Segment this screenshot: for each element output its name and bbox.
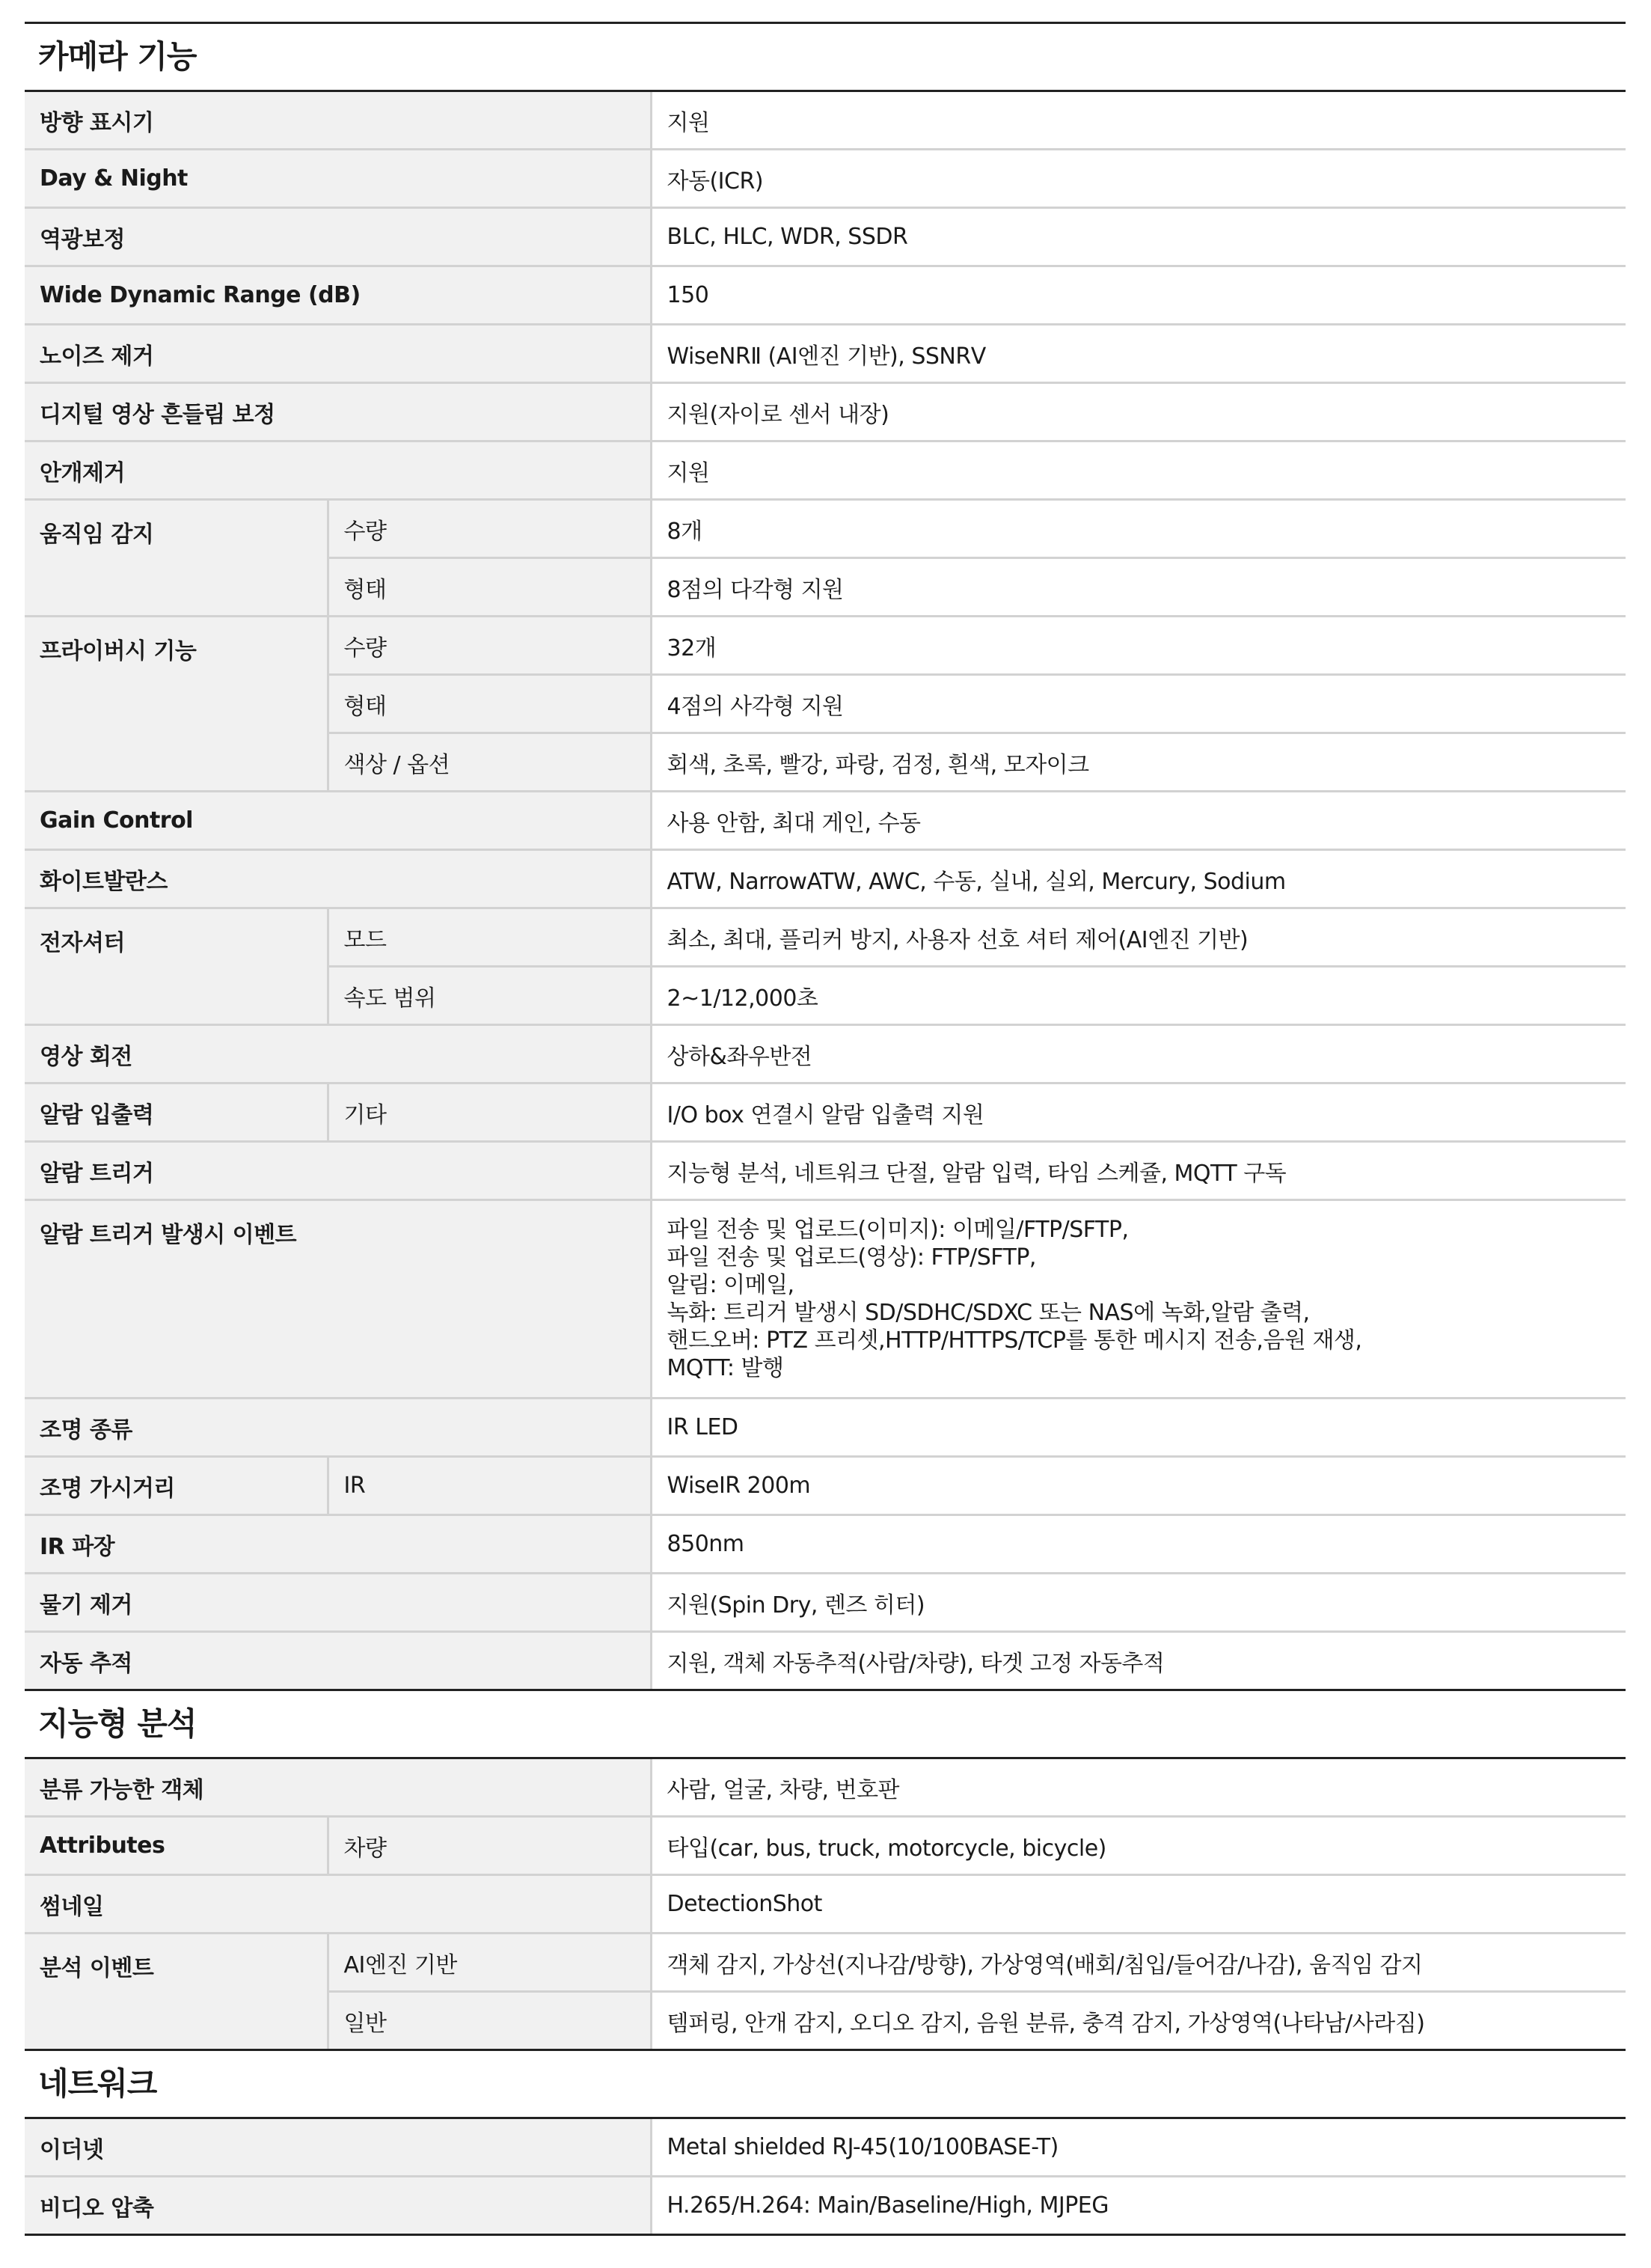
spec-value: 850nm <box>651 1515 1626 1574</box>
table-row <box>25 1574 1626 1632</box>
spec-value: 지원(Spin Dry, 렌즈 히터) <box>651 1574 1626 1632</box>
spec-label: 알람 입출력 <box>25 1083 328 1142</box>
spec-value: 150 <box>651 266 1626 325</box>
table-row <box>25 1142 1626 1200</box>
spec-label: 역광보정 <box>25 208 651 266</box>
spec-sub-label: 형태 <box>328 675 651 733</box>
spec-label: 알람 트리거 발생시 이벤트 <box>25 1200 651 1399</box>
spec-value: IR LED <box>651 1399 1626 1457</box>
spec-label: 분석 이벤트 <box>25 1934 328 2050</box>
spec-value: 지원(자이로 센서 내장) <box>651 383 1626 441</box>
table-row <box>25 1515 1626 1574</box>
table-row <box>25 1399 1626 1457</box>
spec-table <box>25 1759 1626 2051</box>
table-row <box>25 1083 1626 1142</box>
spec-value-line: 녹화: 트리거 발생시 SD/SDHC/SDXC 또는 NAS에 녹화,알람 출력, <box>667 1300 1310 1326</box>
spec-value-line: 파일 전송 및 업로드(이미지): 이메일/FTP/SFTP, <box>667 1217 1129 1243</box>
spec-value: 지원, 객체 자동추적(사람/차량), 타겟 고정 자동추적 <box>651 1632 1626 1690</box>
spec-sub-label: 속도 범위 <box>328 967 651 1025</box>
spec-value: ATW, NarrowATW, AWC, 수동, 실내, 실외, Mercury, Sodium <box>651 850 1626 908</box>
spec-label: 방향 표시기 <box>25 92 651 150</box>
spec-label: 조명 종류 <box>25 1399 651 1457</box>
spec-value: 4점의 사각형 지원 <box>651 675 1626 733</box>
spec-value: H.265/H.264: Main/Baseline/High, MJPEG <box>651 2177 1626 2235</box>
spec-value-line: 핸드오버: PTZ 프리셋,HTTP/HTTPS/TCP를 통한 메시지 전송,음원 재생, <box>667 1327 1362 1354</box>
table-row <box>25 266 1626 325</box>
spec-value: 2~1/12,000초 <box>651 967 1626 1025</box>
spec-sub-label: 수량 <box>328 500 651 558</box>
spec-label: 프라이버시 기능 <box>25 617 328 792</box>
table-row <box>25 617 1626 675</box>
spec-value: 지능형 분석, 네트워크 단절, 알람 입력, 타임 스케쥴, MQTT 구독 <box>651 1142 1626 1200</box>
spec-value-line: MQTT: 발행 <box>667 1355 784 1381</box>
spec-value: Metal shielded RJ-45(10/100BASE-T) <box>651 2119 1626 2177</box>
table-row <box>25 1817 1626 1875</box>
spec-value: 지원 <box>651 441 1626 500</box>
table-row <box>25 2177 1626 2235</box>
spec-label: 분류 가능한 객체 <box>25 1759 651 1817</box>
spec-value: WiseNRⅡ (AI엔진 기반), SSNRⅤ <box>651 325 1626 383</box>
spec-sub-label: AI엔진 기반 <box>328 1934 651 1992</box>
spec-value: 최소, 최대, 플리커 방지, 사용자 선호 셔터 제어(AI엔진 기반) <box>651 908 1626 967</box>
spec-value: BLC, HLC, WDR, SSDR <box>651 208 1626 266</box>
section-title: 지능형 분석 <box>25 1691 1626 1759</box>
spec-value: 사람, 얼굴, 차량, 번호판 <box>651 1759 1626 1817</box>
table-row <box>25 792 1626 850</box>
spec-value: 8개 <box>651 500 1626 558</box>
table-row <box>25 208 1626 266</box>
table-row <box>25 383 1626 441</box>
spec-label: 조명 가시거리 <box>25 1457 328 1515</box>
spec-sub-label: 기타 <box>328 1083 651 1142</box>
spec-label: 썸네일 <box>25 1875 651 1934</box>
spec-sub-label: 모드 <box>328 908 651 967</box>
spec-sub-label: 형태 <box>328 558 651 617</box>
table-row <box>25 92 1626 150</box>
spec-value-line: 알림: 이메일, <box>667 1272 794 1298</box>
spec-label: Wide Dynamic Range (dB) <box>25 266 651 325</box>
spec-table <box>25 2119 1626 2236</box>
table-row <box>25 2119 1626 2177</box>
spec-value: 지원 <box>651 92 1626 150</box>
spec-value <box>651 1200 1626 1399</box>
spec-value: 타입(car, bus, truck, motorcycle, bicycle) <box>651 1817 1626 1875</box>
table-row <box>25 1875 1626 1934</box>
spec-label: Day & Night <box>25 150 651 208</box>
table-row <box>25 441 1626 500</box>
spec-label: 자동 추적 <box>25 1632 651 1690</box>
spec-value: 템퍼링, 안개 감지, 오디오 감지, 음원 분류, 충격 감지, 가상영역(나타남/사라짐) <box>651 1992 1626 2050</box>
spec-value-line: 파일 전송 및 업로드(영상): FTP/SFTP, <box>667 1244 1036 1271</box>
spec-sub-label: 수량 <box>328 617 651 675</box>
spec-value: 객체 감지, 가상선(지나감/방향), 가상영역(배회/침입/들어감/나감), 움직임 감지 <box>651 1934 1626 1992</box>
spec-sheet <box>25 22 1626 2236</box>
spec-label: 물기 제거 <box>25 1574 651 1632</box>
spec-label: Attributes <box>25 1817 328 1875</box>
spec-label: 화이트발란스 <box>25 850 651 908</box>
table-row <box>25 1200 1626 1399</box>
section-title: 카메라 기능 <box>25 24 1626 92</box>
spec-label: Gain Control <box>25 792 651 850</box>
spec-label: 노이즈 제거 <box>25 325 651 383</box>
spec-value: I/O box 연결시 알람 입출력 지원 <box>651 1083 1626 1142</box>
table-row <box>25 850 1626 908</box>
spec-sub-label: 차량 <box>328 1817 651 1875</box>
spec-label: 이더넷 <box>25 2119 651 2177</box>
spec-label: 움직임 감지 <box>25 500 328 617</box>
spec-label: IR 파장 <box>25 1515 651 1574</box>
table-row <box>25 325 1626 383</box>
section-title: 네트워크 <box>25 2051 1626 2119</box>
spec-sub-label: IR <box>328 1457 651 1515</box>
spec-table <box>25 92 1626 1691</box>
spec-value: 32개 <box>651 617 1626 675</box>
spec-value: WiseIR 200m <box>651 1457 1626 1515</box>
spec-label: 전자셔터 <box>25 908 328 1025</box>
spec-value: DetectionShot <box>651 1875 1626 1934</box>
table-row <box>25 1632 1626 1690</box>
spec-value: 회색, 초록, 빨강, 파랑, 검정, 흰색, 모자이크 <box>651 733 1626 792</box>
spec-label: 비디오 압축 <box>25 2177 651 2235</box>
table-row <box>25 908 1626 967</box>
spec-sub-label: 색상 / 옵션 <box>328 733 651 792</box>
spec-label: 안개제거 <box>25 441 651 500</box>
spec-value: 자동(ICR) <box>651 150 1626 208</box>
table-row <box>25 150 1626 208</box>
table-row <box>25 1759 1626 1817</box>
spec-label: 디지털 영상 흔들림 보정 <box>25 383 651 441</box>
table-row <box>25 500 1626 558</box>
table-row <box>25 1934 1626 1992</box>
spec-sub-label: 일반 <box>328 1992 651 2050</box>
spec-value: 상하&좌우반전 <box>651 1025 1626 1083</box>
spec-value: 8점의 다각형 지원 <box>651 558 1626 617</box>
spec-label: 영상 회전 <box>25 1025 651 1083</box>
spec-value: 사용 안함, 최대 게인, 수동 <box>651 792 1626 850</box>
spec-label: 알람 트리거 <box>25 1142 651 1200</box>
table-row <box>25 1025 1626 1083</box>
table-row <box>25 1457 1626 1515</box>
